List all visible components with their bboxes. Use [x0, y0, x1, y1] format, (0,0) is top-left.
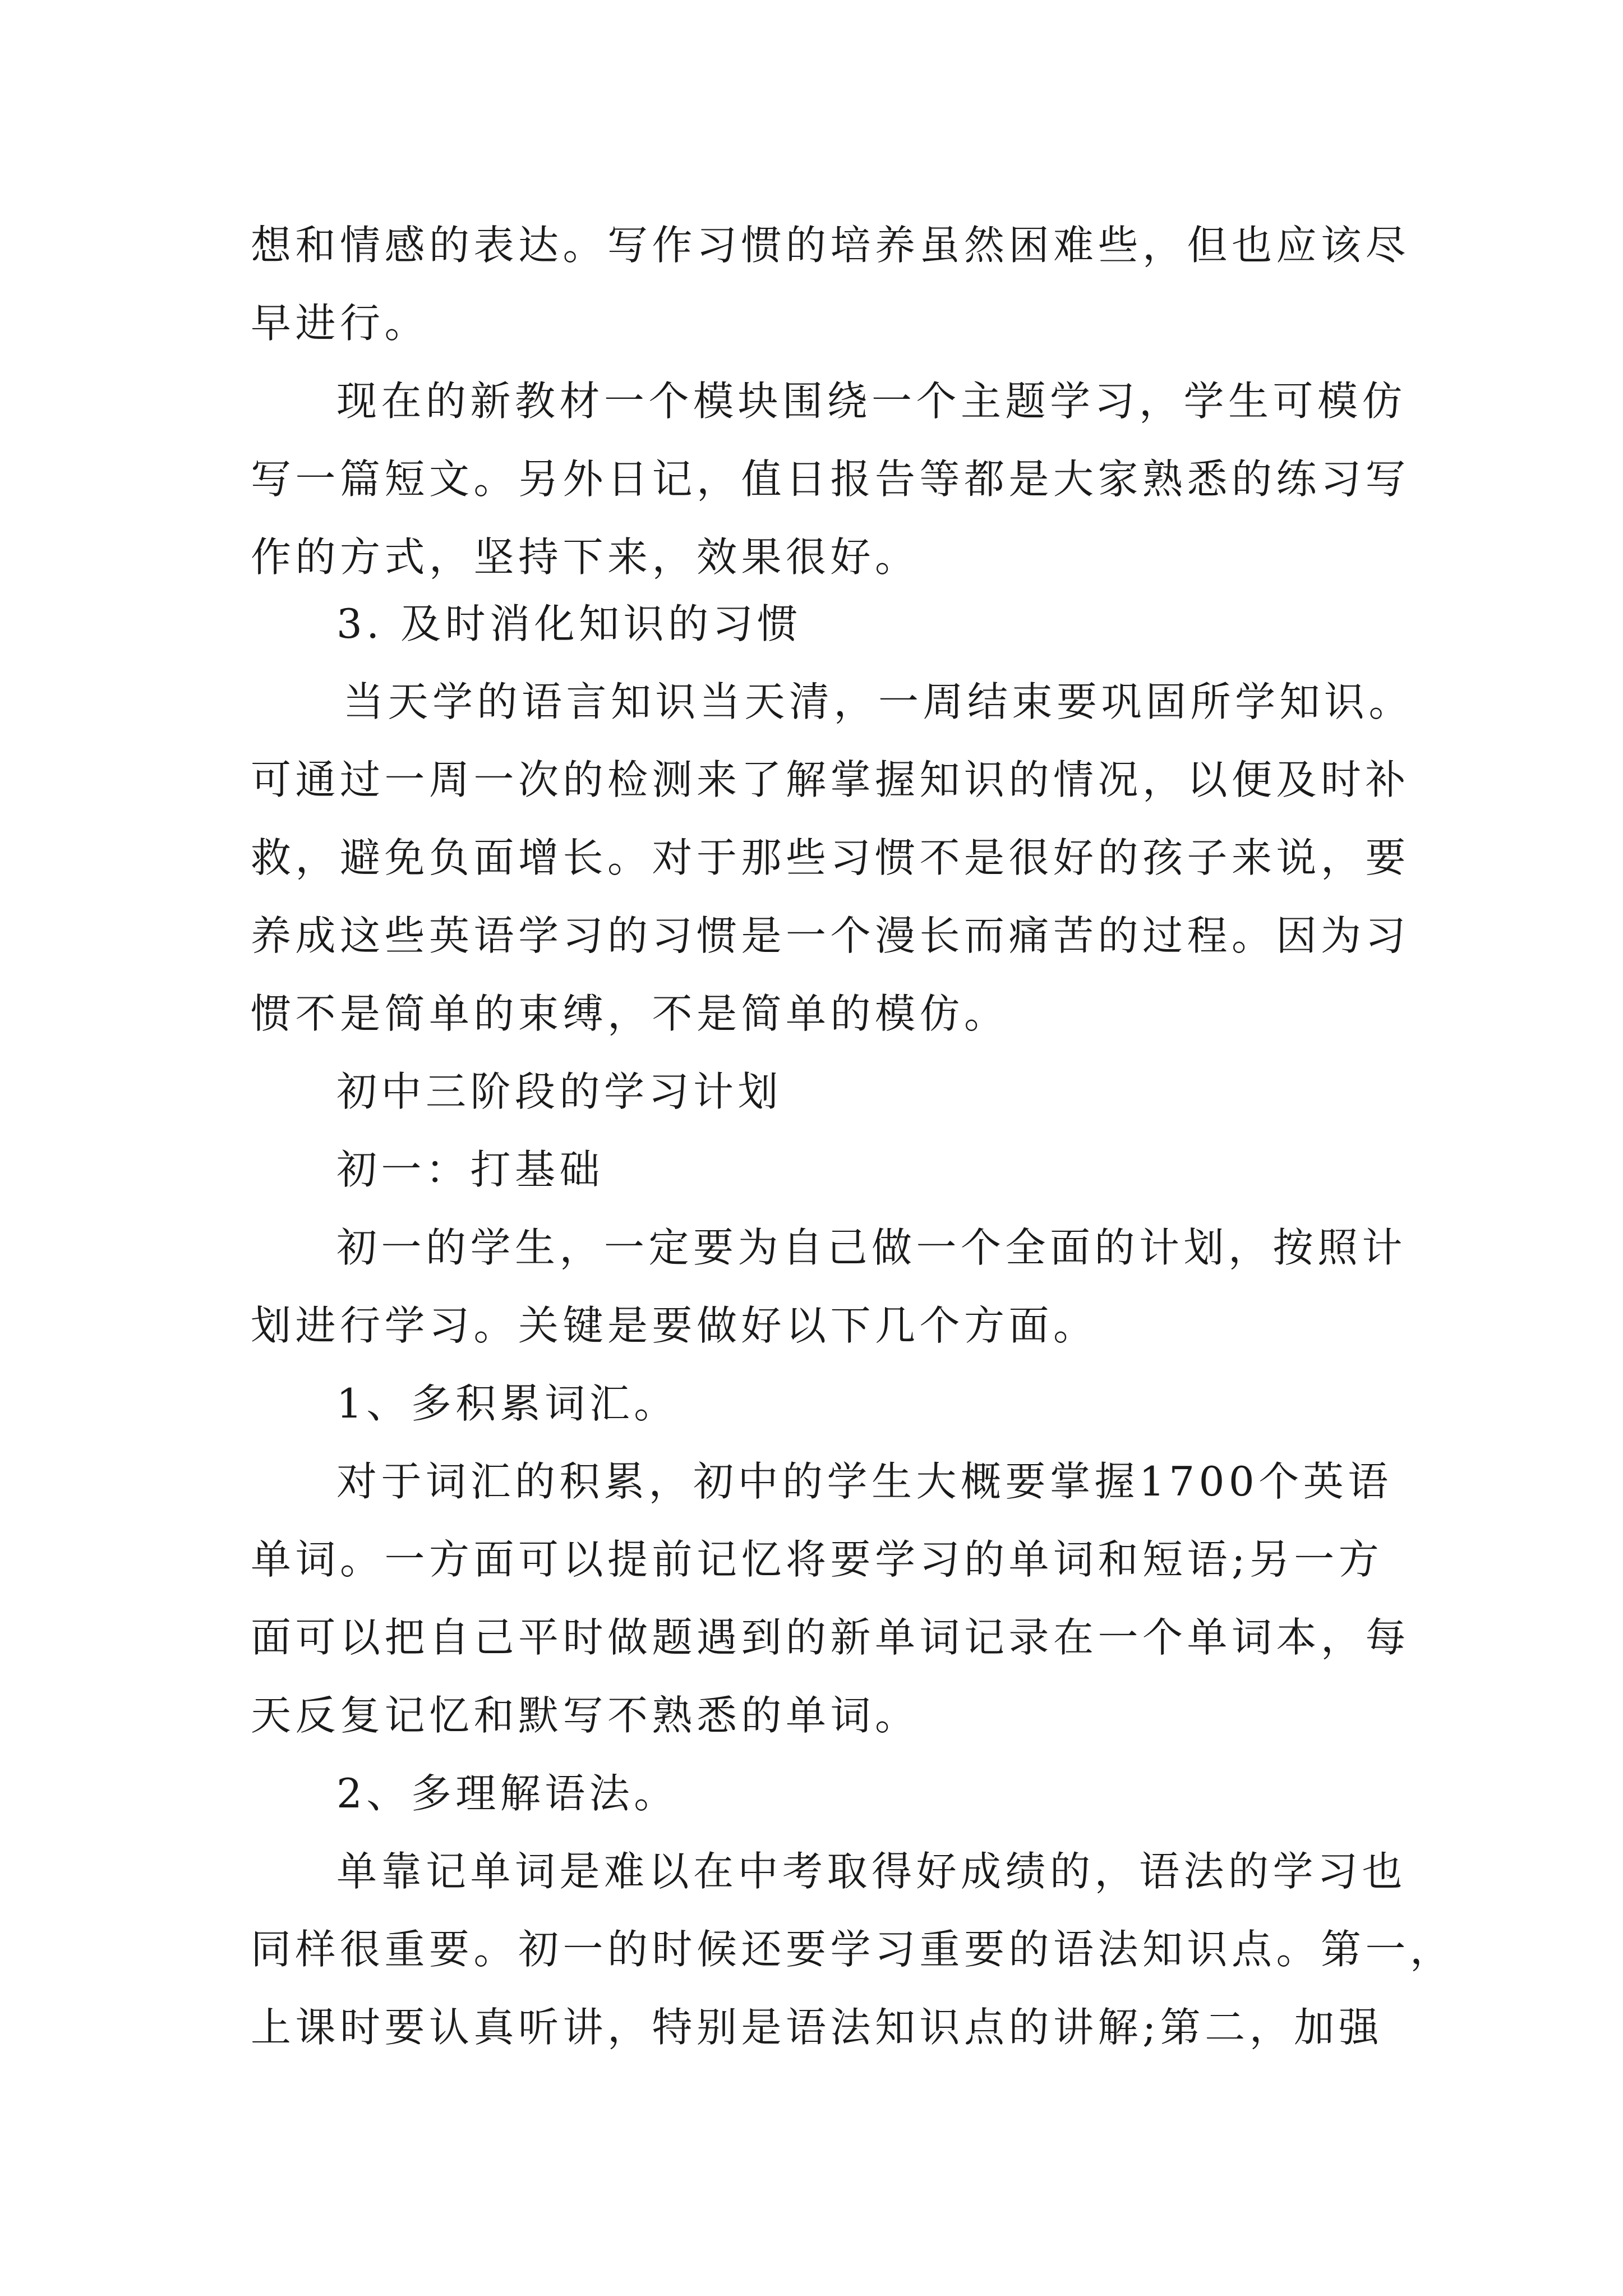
text-line: 早进行。	[251, 300, 430, 347]
text-line: 面可以把自己平时做题遇到的新单词记录在一个单词本，每	[251, 1614, 1410, 1661]
text-line: 现在的新教材一个模块围绕一个主题学习，学生可模仿	[336, 378, 1407, 425]
text-line: 划进行学习。关键是要做好以下几个方面。	[251, 1302, 1098, 1349]
section-heading: 初一：打基础	[336, 1146, 605, 1193]
text-line: 单词。一方面可以提前记忆将要学习的单词和短语;另一方	[251, 1536, 1384, 1583]
text-line: 天反复记忆和默写不熟悉的单词。	[251, 1692, 920, 1739]
text-line: 当天学的语言知识当天清，一周结束要巩固所学知识。	[343, 678, 1414, 725]
list-heading: 1、多积累词汇。	[336, 1380, 679, 1427]
section-heading: 3. 及时消化知识的习惯	[336, 600, 802, 647]
text-line: 同样很重要。初一的时候还要学习重要的语法知识点。第一，	[251, 1926, 1455, 1973]
text-line: 对于词汇的积累，初中的学生大概要掌握1700个英语	[336, 1458, 1393, 1505]
text-line: 救，避免负面增长。对于那些习惯不是很好的孩子来说，要	[251, 834, 1410, 881]
text-line: 上课时要认真听讲，特别是语法知识点的讲解;第二，加强	[251, 2004, 1384, 2051]
text-line: 单靠记单词是难以在中考取得好成绩的，语法的学习也	[336, 1848, 1407, 1895]
text-line: 作的方式，坚持下来，效果很好。	[251, 533, 920, 581]
section-heading: 初中三阶段的学习计划	[336, 1068, 783, 1115]
list-heading: 2、多理解语法。	[336, 1770, 679, 1817]
text-line: 想和情感的表达。写作习惯的培养虽然困难些，但也应该尽	[251, 222, 1410, 269]
text-line: 写一篇短文。另外日记，值日报告等都是大家熟悉的练习写	[251, 455, 1410, 503]
text-line: 可通过一周一次的检测来了解掌握知识的情况，以便及时补	[251, 756, 1410, 803]
text-line: 惯不是简单的束缚，不是简单的模仿。	[251, 990, 1009, 1037]
text-line: 初一的学生，一定要为自己做一个全面的计划，按照计	[336, 1224, 1407, 1271]
text-line: 养成这些英语学习的习惯是一个漫长而痛苦的过程。因为习	[251, 912, 1410, 959]
